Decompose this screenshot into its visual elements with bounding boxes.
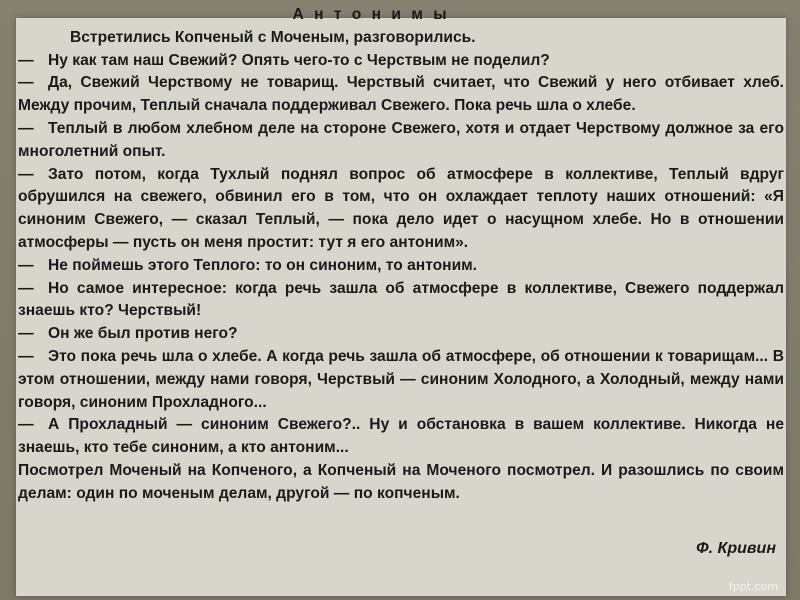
paragraph-dialogue [18, 164, 784, 255]
dialogue-dash: — [18, 416, 34, 434]
paragraph-dialogue [18, 414, 784, 460]
author-signature: Ф. Кривин [696, 540, 776, 557]
paragraph-text: Встретились Копченый с Моченым, разговорились. [70, 28, 476, 46]
paragraph-text: Не поймешь этого Теплого: то он синоним, то антоним. [48, 256, 478, 274]
paragraph-text: Но самое интересное: когда речь зашла об атмосфере в коллективе, Свежего поддержал знаешь кто? Черствый! [18, 279, 784, 320]
paragraph-dialogue [18, 50, 784, 73]
paragraph-dialogue [18, 118, 784, 164]
paragraph-text: Он же был против него? [48, 325, 238, 343]
paragraph-dialogue [18, 323, 784, 346]
dialogue-dash: — [18, 347, 34, 365]
dialogue-dash: — [18, 119, 34, 137]
dialogue-dash: — [18, 51, 34, 69]
paragraph-dialogue [18, 72, 784, 118]
dialogue-dash: — [18, 256, 34, 274]
watermark-text: fppt.com [728, 580, 778, 593]
paragraph-text: Это пока речь шла о хлебе. А когда речь зашла об атмосфере, об отношении к товарищам... В этом отношении, между нами говоря, Черствый — синоним Холодного, а Холодный, между нами говоря, синоним Прохладного... [18, 347, 784, 411]
document-body [18, 4, 784, 506]
dialogue-dash: — [18, 325, 34, 343]
paragraph-text: А Прохладный — синоним Свежего?.. Ну и обстановка в вашем коллективе. Никогда не знаешь, кто тебе синоним, а кто антоним... [18, 416, 784, 457]
paragraph-closing [18, 460, 784, 506]
dialogue-dash: — [18, 74, 34, 92]
dialogue-dash: — [18, 165, 34, 183]
paragraph-text: Ну как там наш Свежий? Опять чего-то с Черствым не поделил? [48, 51, 550, 69]
paragraph-intro [18, 27, 784, 50]
paragraph-dialogue [18, 346, 784, 414]
paragraph-text: Теплый в любом хлебном деле на стороне Свежего, хотя и отдает Черствому должное за его многолетний опыт. [18, 119, 784, 160]
dialogue-dash: — [18, 279, 34, 297]
paragraph-text: Да, Свежий Черствому не товарищ. Черствый считает, что Свежий у него отбивает хлеб. Между прочим, Теплый сначала поддерживал Свежего. Пока речь шла о хлебе. [18, 74, 784, 115]
paragraph-text: Зато потом, когда Тухлый поднял вопрос об атмосфере в коллективе, Теплый вдруг обрушился на свежего, обвинил его в том, что он охлаждает теплоту наших отношений: «Я синоним Свежего, — сказал Теплый, — пока дело идет о насущном хлебе. Но в отношении атмосферы — пусть он меня простит: тут я его антоним». [18, 165, 784, 251]
document-title: А н т о н и м ы [292, 6, 450, 23]
paragraph-text: Посмотрел Моченый на Копченого, а Копченый на Моченого посмотрел. И разошлись по своим делам: один по моченым делам, другой — по копченым. [18, 461, 784, 502]
paragraph-dialogue [18, 255, 784, 278]
paragraph-dialogue [18, 278, 784, 324]
